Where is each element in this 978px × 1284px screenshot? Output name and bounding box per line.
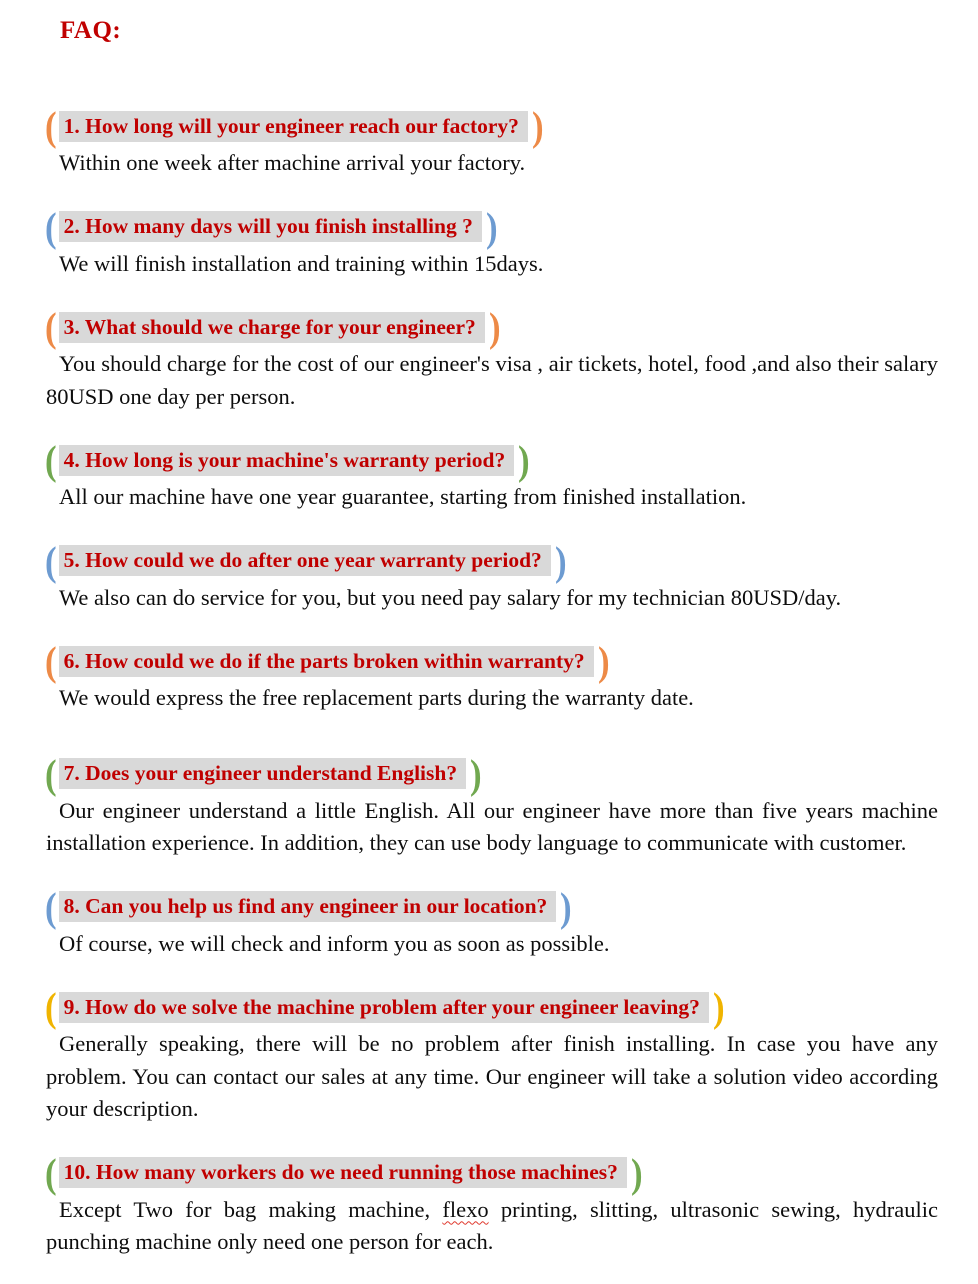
open-bracket-icon: ( <box>45 203 57 250</box>
close-bracket-icon: ) <box>485 203 498 250</box>
faq-item <box>44 103 938 180</box>
faq-item <box>44 750 938 860</box>
close-bracket-icon: ) <box>597 638 610 684</box>
open-bracket-icon: ( <box>45 750 57 797</box>
close-bracket-icon: ) <box>630 1149 643 1196</box>
question-text: 1. How long will your engineer reach our factory? <box>59 111 528 142</box>
answer-text: All our machine have one year guarantee, starting from finished installation. <box>59 484 747 509</box>
question-text: 10. How many workers do we need running those machines? <box>59 1157 627 1188</box>
close-bracket-icon: ) <box>560 883 572 930</box>
question-text: 2. How many days will you finish installing ? <box>59 211 482 242</box>
faq-list <box>44 103 938 1259</box>
question-line <box>44 304 938 350</box>
question-line <box>44 203 938 250</box>
open-bracket-icon: ( <box>45 537 57 584</box>
open-bracket-icon: ( <box>45 304 57 350</box>
question-line <box>44 883 938 930</box>
open-bracket-icon: ( <box>45 638 57 684</box>
question-line <box>44 103 938 149</box>
question-line <box>44 984 938 1030</box>
page-title: FAQ: <box>60 17 122 44</box>
answer-text: You should charge for the cost of our engineer's visa , air tickets, hotel, food ,and also their salary 80USD one day per person. <box>46 351 938 409</box>
close-bracket-icon: ) <box>712 984 725 1030</box>
faq-item <box>44 537 938 615</box>
answer-text: Our engineer understand a little English. All our engineer have more than five years machine installation experience. In addition, they can use body language to communicate with customer. <box>46 797 938 855</box>
answer-text: Within one week after machine arrival your factory. <box>59 150 526 175</box>
faq-item <box>44 304 938 413</box>
close-bracket-icon: ) <box>488 304 501 350</box>
question-line <box>44 437 938 483</box>
answer-text: We also can do service for you, but you need pay salary for my technician 80USD/day. <box>59 584 842 610</box>
question-text: 9. How do we solve the machine problem after your engineer leaving? <box>59 992 709 1023</box>
open-bracket-icon: ( <box>45 437 57 483</box>
close-bracket-icon: ) <box>531 103 544 149</box>
question-line <box>44 750 938 797</box>
faq-item <box>44 883 938 961</box>
question-text: 4. How long is your machine's warranty period? <box>59 445 515 476</box>
question-text: 6. How could we do if the parts broken within warranty? <box>59 646 594 677</box>
faq-item <box>44 1149 938 1259</box>
close-bracket-icon: ) <box>470 750 482 797</box>
question-text: 7. Does your engineer understand English? <box>59 758 466 789</box>
answer-text: We would express the free replacement parts during the warranty date. <box>59 685 694 710</box>
question-text: 8. Can you help us find any engineer in our location? <box>59 891 557 922</box>
question-text: 3. What should we charge for your engineer? <box>59 312 485 343</box>
question-line <box>44 1149 938 1196</box>
faq-item <box>44 203 938 281</box>
open-bracket-icon: ( <box>45 1149 57 1196</box>
question-text: 5. How could we do after one year warranty period? <box>59 545 551 576</box>
question-line <box>44 638 938 684</box>
open-bracket-icon: ( <box>45 103 57 149</box>
answer-text: Generally speaking, there will be no problem after finish installing. In case you have any problem. You can contact our sales at any time. Our engineer will take a solution video according your description. <box>46 1031 938 1121</box>
close-bracket-icon: ) <box>554 537 567 584</box>
answer-text: We will finish installation and training within 15days. <box>59 250 544 276</box>
open-bracket-icon: ( <box>45 883 57 930</box>
answer-text: Except Two for bag making machine, flexo printing, slitting, ultrasonic sewing, hydraulic punching machine only need one person for each. <box>46 1196 938 1254</box>
faq-item <box>44 984 938 1126</box>
faq-item <box>44 437 938 514</box>
answer-text: Of course, we will check and inform you as soon as possible. <box>59 930 610 956</box>
faq-item <box>44 638 938 715</box>
close-bracket-icon: ) <box>518 437 530 483</box>
open-bracket-icon: ( <box>45 984 57 1030</box>
misspelled-word: flexo <box>442 1196 489 1222</box>
question-line <box>44 537 938 584</box>
